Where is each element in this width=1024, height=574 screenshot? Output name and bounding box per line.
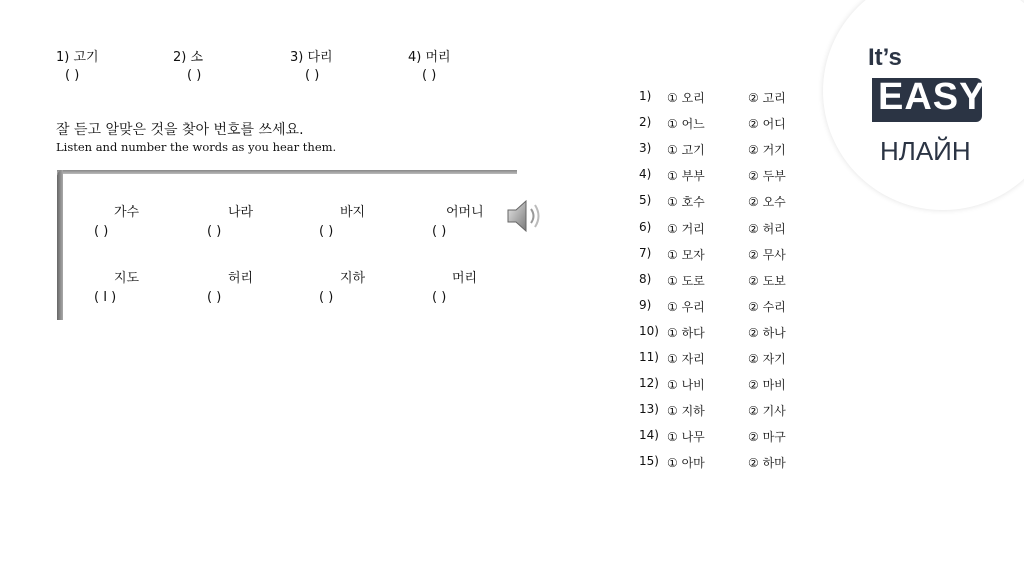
answer-number: 9) [639,297,652,312]
top-item-3-paren: ( ) [305,68,320,83]
answer-number: 12) [639,376,659,391]
box-paren-1-4: ( ) [432,224,447,239]
top-item-4-paren: ( ) [422,68,437,83]
box-paren-2-1: ( I ) [94,290,117,305]
answer-option-1: ① 오리 [667,91,705,105]
box-word-1-1: 가수 [114,205,140,220]
box-word-2-4: 머리 [452,271,478,286]
answer-option-1: ① 호수 [667,195,705,210]
answer-option-1: ① 도로 [667,273,705,288]
box-paren-2-3: ( ) [319,290,334,305]
answer-number: 6) [639,219,652,234]
answer-option-2: ② 하나 [748,325,786,340]
answer-option-1: ① 나비 [667,378,705,393]
answer-option-2: ② 어디 [748,117,786,132]
answer-option-2: ② 무사 [748,247,786,262]
answer-number: 2) [639,115,652,130]
answer-option-2: ② 고리 [748,91,786,105]
answer-number: 4) [639,167,652,182]
box-word-1-2: 나라 [228,205,254,220]
answer-option-1: ① 어느 [667,117,705,132]
box-paren-2-2: ( ) [207,290,222,305]
box-word-1-3: 바지 [340,205,366,220]
answer-option-2: ② 마구 [748,430,786,445]
top-item-3-label: 3) 다리 [290,50,333,65]
answer-number: 1) [639,89,652,103]
top-item-1-label: 1) 고기 [56,50,99,65]
answer-number: 8) [639,271,652,286]
answer-option-2: ② 허리 [748,221,786,236]
instruction-english: Listen and number the words as you hear them. [56,140,337,154]
answer-number: 13) [639,402,659,417]
box-left-border [57,170,63,320]
top-item-1-paren: ( ) [65,68,80,83]
answer-option-1: ① 우리 [667,299,705,314]
answer-number: 7) [639,245,652,260]
box-word-1-4: 어머니 [446,205,484,220]
instruction-korean: 잘 듣고 알맞은 것을 찾아 번호를 쓰세요. [56,122,304,138]
box-paren-1-3: ( ) [319,224,334,239]
answer-option-2: ② 도보 [748,273,786,288]
top-item-2-paren: ( ) [187,68,202,83]
answer-option-1: ① 자리 [667,352,705,366]
answer-option-1: ① 부부 [667,169,705,184]
box-paren-2-4: ( ) [432,290,447,305]
answer-option-1: ① 나무 [667,430,705,445]
logo-text-online: НЛАЙН [880,136,971,166]
top-item-4-label: 4) 머리 [408,50,451,65]
box-word-2-2: 허리 [228,271,254,286]
box-word-2-1: 지도 [114,271,140,286]
answer-option-2: ② 하마 [748,456,786,471]
answer-number: 5) [639,193,652,208]
speaker-icon[interactable] [504,196,546,236]
answer-number: 3) [639,141,652,156]
answer-number: 15) [639,454,659,469]
answer-option-2: ② 거기 [748,143,786,158]
top-item-2-label: 2) 소 [173,50,204,65]
answer-option-1: ① 아마 [667,456,705,471]
answer-option-1: ① 고기 [667,143,705,158]
answer-option-2: ② 마비 [748,378,786,393]
box-paren-1-2: ( ) [207,224,222,239]
logo-text-its: It’s [868,44,902,71]
answer-option-1: ① 모자 [667,247,705,262]
box-word-2-3: 지하 [340,271,366,286]
answer-option-2: ② 기사 [748,404,786,419]
box-paren-1-1: ( ) [94,224,109,239]
answer-option-2: ② 자기 [748,352,786,366]
answer-option-1: ① 지하 [667,404,705,419]
box-top-border [57,170,517,174]
answer-option-1: ① 거리 [667,221,705,236]
logo-text-easy: EASY [878,76,986,118]
answer-option-2: ② 오수 [748,195,786,210]
answer-number: 11) [639,350,659,364]
answer-option-2: ② 수리 [748,299,786,314]
answer-option-2: ② 두부 [748,169,786,184]
answer-option-1: ① 하다 [667,325,705,340]
answer-number: 10) [639,323,659,338]
answer-number: 14) [639,428,659,443]
exercise-box [57,170,517,320]
